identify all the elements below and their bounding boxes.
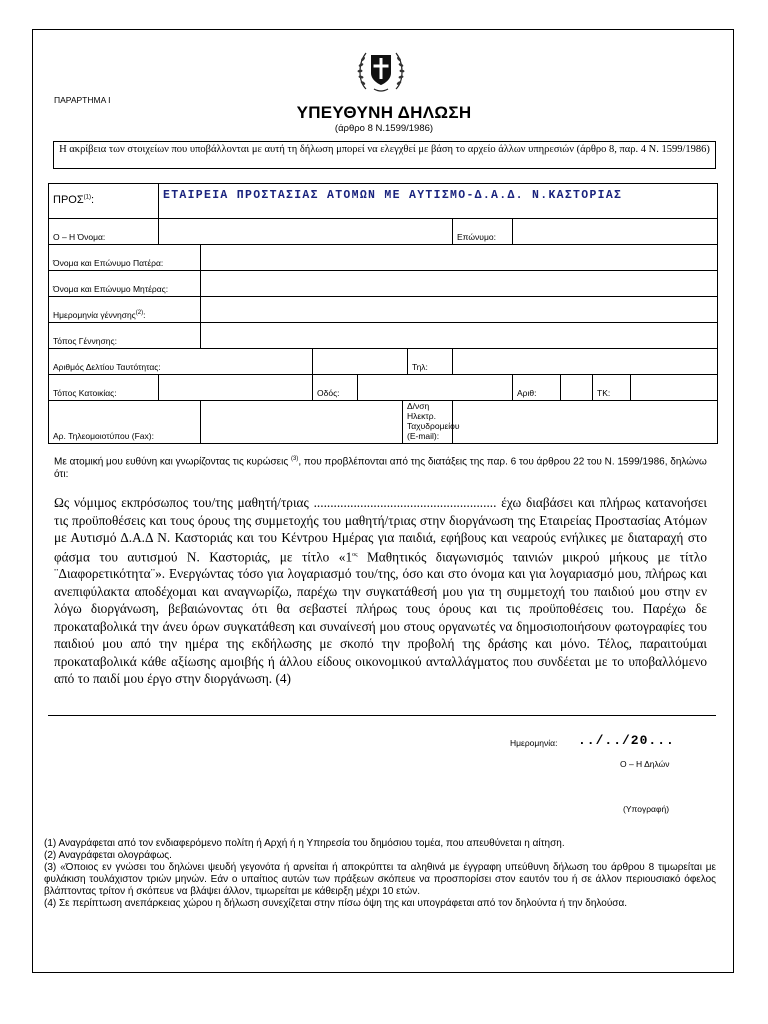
email-label-line-2: Ταχυδρομείου xyxy=(407,421,460,431)
birthplace-row xyxy=(49,323,718,349)
first-name-label: Ο – Η Όνομα: xyxy=(49,219,159,245)
mother-row xyxy=(49,271,718,297)
date-label: Ημερομηνία: xyxy=(510,738,558,748)
statement-part-1: Ως νόμιμος εκπρόσωπος του/της μαθητή/τριας ....................................................... έχω διαβάσει και πλήρως κατανοήσει τις προϋποθέσεις και τους όρους της συμμετοχής του μαθητή/τριας στην διοργάνωση της Εταιρείας Προστασίας Ατόμων με Αυτισμό Δ.Α.Δ Ν. Καστοριάς και του Κέντρου Ημέρας για παιδιά, εφήβους και νεαρούς ενήλικες με διαταραχή στο φάσμα του αυτισμού Ν. Καστοριάς, με τίτλο «1 xyxy=(54,495,707,564)
email-field[interactable] xyxy=(453,401,718,444)
surname-field[interactable] xyxy=(513,219,718,245)
accuracy-notice: Η ακρίβεια των στοιχείων που υποβάλλονται με αυτή τη δήλωση μπορεί να ελεγχθεί με βάση το αρχείο άλλων υπηρεσιών (άρθρο 8, παρ. 4 Ν. 1599/1986) xyxy=(53,141,716,169)
email-label-line-3: (E-mail): xyxy=(407,431,440,441)
footnote-1: (1) Αναγράφεται από τον ενδιαφερόμενο πολίτη ή Αρχή ή η Υπηρεσία του δημόσιου τομέα, που απευθύνεται η αίτηση. xyxy=(44,838,565,849)
street-label: Οδός: xyxy=(313,375,358,401)
birthdate-label-cell: Ημερομηνία γέννησης$^{(2)}$: xyxy=(49,297,201,323)
birthdate-footnote-ref: (2) xyxy=(135,310,144,317)
father-name-label: Όνομα και Επώνυμο Πατέρα: xyxy=(49,245,201,271)
email-label-line-1: Δ/νση Ηλεκτρ. xyxy=(407,401,436,421)
postcode-label: ΤΚ: xyxy=(593,375,631,401)
recipient-row xyxy=(49,184,718,219)
declaration-statement[interactable] xyxy=(54,494,707,688)
to-colon: : xyxy=(90,194,95,206)
to-label: ΠΡΟΣ xyxy=(53,194,84,206)
statement-part-2: Μαθητικός διαγωνισμός ταινιών μικρού μήκους με τίτλο ¨Διαφορετικότητα¨». Ενεργώντας τόσο για λογαριασμό του/της, όσο και στο όνομα και για λογαριασμό μου, πλήρως και ανεπιφύλακτα αποδέχομαι και αναγνωρίζω, παρέχω την συγκατάθεσή μου για τη συμμετοχή του παιδιού μου στην εν λόγω διοργάνωση, βεβαιώνοντας ότι θα σεβαστεί πλήρως τους όρους και τις προϋποθέσεις του. Παρέχω δε προκαταβολικά την άνευ όρων συγκατάθεση και συναίνεσή μου στους οργανωτές να δημοσιοποιήσουν φωτογραφίες του παιδιού μου από την ημέρα της εκδήλωσης με σκοπό την προβολή της δράσης και μόνο. Τέλος, παραιτούμαι προκαταβολικά κάθε αξίωσης αμοιβής ή άλλου είδους οικονομικού ανταλλάγματος που συνδέεται με το υποβαλλόμενο από το παιδί μου έργο στην διοργάνωση. (4) xyxy=(54,548,707,687)
birthdate-label: Ημερομηνία γέννησης xyxy=(53,310,136,320)
document-subtitle: (άρθρο 8 Ν.1599/1986) xyxy=(334,123,434,134)
declaration-intro xyxy=(54,453,715,481)
phone-label: Τηλ: xyxy=(408,349,453,375)
surname-label: Επώνυμο: xyxy=(453,219,513,245)
to-footnote-ref: (1) xyxy=(83,194,91,201)
birthplace-field[interactable] xyxy=(201,323,718,349)
footnote-3: (3) «Όποιος εν γνώσει του δηλώνει ψευδή γεγονότα ή αρνείται ή αποκρύπτει τα αληθινά με έγγραφη υπεύθυνη δήλωση του άρθρου 8 τιμωρείται με φυλάκιση τουλάχιστον τριών μηνών. Εάν ο υπαίτιος αυτών των πράξεων σκόπευε να προσπορίσει στον εαυτόν του ή σε άλλον περιουσιακό όφελος βλάπτοντας τρίτον ή σκόπευε να βλάψει άλλον, τιμωρείται με κάθειρξη μέχρι 10 ετών. xyxy=(44,862,716,897)
name-row xyxy=(49,219,718,245)
annex-label: ΠΑΡΑΡΤΗΜΑ Ι xyxy=(54,95,111,105)
recipient-field[interactable]: ΕΤΑΙΡΕΙΑ ΠΡΟΣΤΑΣΙΑΣ ΑΤΟΜΩΝ ΜΕ ΑΥΤΙΣΜΟ-Δ.Α.Δ. Ν.ΚΑΣΤΟΡΙΑΣ xyxy=(159,184,718,219)
street-field[interactable] xyxy=(358,375,513,401)
number-label: Αριθ: xyxy=(513,375,561,401)
email-label-cell xyxy=(403,401,460,444)
signature-field[interactable]: (Υπογραφή) xyxy=(623,804,670,814)
first-name-field[interactable] xyxy=(159,219,453,245)
phone-field[interactable] xyxy=(453,349,718,375)
contact-row xyxy=(49,401,718,444)
mother-name-label: Όνομα και Επώνυμο Μητέρας: xyxy=(49,271,201,297)
statement-ordinal: ος xyxy=(352,551,358,558)
birthdate-row xyxy=(49,297,718,323)
father-row xyxy=(49,245,718,271)
footnote-2: (2) Αναγράφεται ολογράφως. xyxy=(44,850,172,861)
id-row xyxy=(49,349,718,375)
fax-field[interactable] xyxy=(201,401,403,444)
fax-label: Αρ. Τηλεομοιοτύπου (Fax): xyxy=(49,401,201,444)
mother-name-field[interactable] xyxy=(201,271,718,297)
document-title: ΥΠΕΥΘΥΝΗ ΔΗΛΩΣΗ xyxy=(296,103,472,122)
greek-coat-of-arms-icon xyxy=(354,47,408,93)
id-number-field[interactable] xyxy=(313,349,408,375)
footnote-4: (4) Σε περίπτωση ανεπάρκειας χώρου η δήλωση συνεχίζεται στην πίσω όψη της και υπογράφεται από τον δηλούντα ή την δηλούσα. xyxy=(44,898,628,909)
divider xyxy=(48,715,716,716)
birthplace-label: Τόπος Γέννησης: xyxy=(49,323,201,349)
father-name-field[interactable] xyxy=(201,245,718,271)
postcode-field[interactable] xyxy=(631,375,718,401)
address-row xyxy=(49,375,718,401)
date-field[interactable]: ../../20... xyxy=(578,733,675,748)
declaration-footnote-ref: (3) xyxy=(290,456,299,462)
declaration-intro-part-1: Με ατομική μου ευθύνη και γνωρίζοντας τις κυρώσεις xyxy=(54,456,291,468)
residence-label: Τόπος Κατοικίας: xyxy=(49,375,159,401)
personal-details-form xyxy=(48,183,718,444)
id-number-label: Αριθμός Δελτίου Ταυτότητας: xyxy=(49,349,313,375)
declarant-label: Ο – Η Δηλών xyxy=(620,759,670,769)
declaration-intro-part-2: , που προβλέπονται από της διατάξεις της παρ. 6 του άρθρου 22 του Ν. 1599/1986, δηλώνω ότι: xyxy=(54,456,707,481)
to-label-cell xyxy=(49,184,159,219)
residence-field[interactable] xyxy=(159,375,313,401)
footnotes xyxy=(44,838,716,910)
number-field[interactable] xyxy=(561,375,593,401)
birthdate-field[interactable] xyxy=(201,297,718,323)
